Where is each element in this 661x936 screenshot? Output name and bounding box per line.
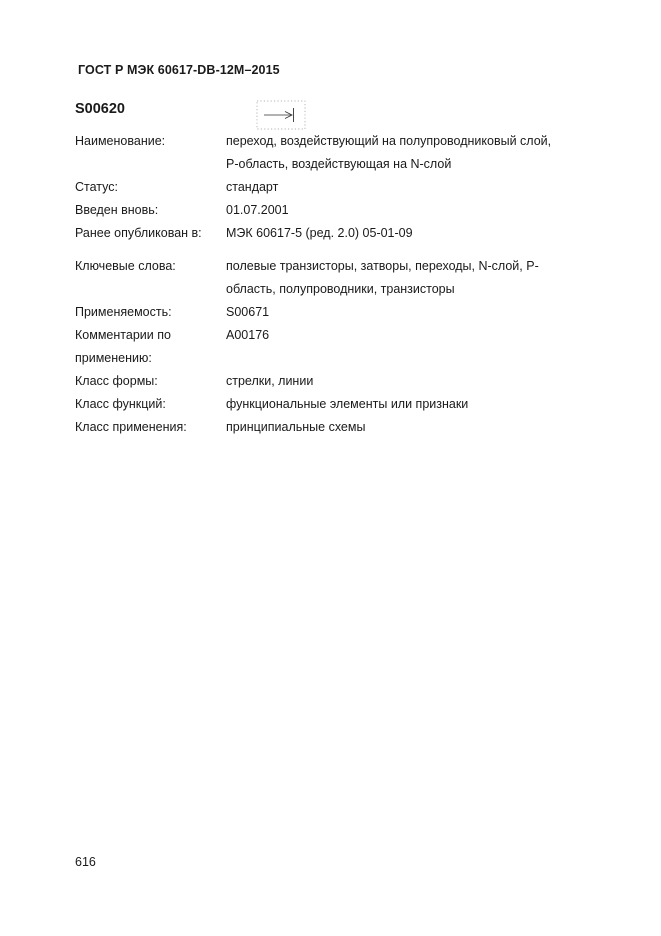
field-label-keywords: Ключевые слова:: [75, 259, 176, 273]
field-label-application-comments-line-2: применению:: [75, 351, 152, 365]
field-label-application-class: Класс применения:: [75, 420, 187, 434]
field-label-shape-class: Класс формы:: [75, 374, 158, 388]
field-label-application-comments-line-1: Комментарии по: [75, 328, 171, 342]
field-value-status: стандарт: [226, 180, 279, 194]
field-value-applicability: S00671: [226, 305, 270, 319]
field-value-application-comments: A00176: [226, 328, 270, 342]
field-label-function-class: Класс функций:: [75, 397, 166, 411]
field-value-introduced: 01.07.2001: [226, 203, 289, 217]
pn-junction-arrow-symbol-icon: [256, 100, 306, 130]
field-value-shape-class: стрелки, линии: [226, 374, 314, 388]
field-value-name-line-1: переход, воздействующий на полупроводниковый слой,: [226, 134, 552, 148]
document-header: ГОСТ Р МЭК 60617-DB-12M–2015: [78, 63, 280, 77]
field-value-function-class: функциональные элементы или признаки: [226, 397, 469, 411]
field-label-previously-published: Ранее опубликован в:: [75, 226, 202, 240]
page-number: 616: [75, 855, 96, 869]
field-label-status: Статус:: [75, 180, 118, 194]
symbol-code: S00620: [75, 101, 125, 117]
field-value-application-class: принципиальные схемы: [226, 420, 366, 434]
field-value-keywords-line-1: полевые транзисторы, затворы, переходы, N-слой, Р-: [226, 259, 539, 273]
field-label-name: Наименование:: [75, 134, 166, 148]
field-label-introduced: Введен вновь:: [75, 203, 159, 217]
field-value-name-line-2: Р-область, воздействующая на N-слой: [226, 157, 452, 171]
field-value-keywords-line-2: область, полупроводники, транзисторы: [226, 282, 455, 296]
field-value-previously-published: МЭК 60617-5 (ред. 2.0) 05-01-09: [226, 226, 413, 240]
field-label-applicability: Применяемость:: [75, 305, 172, 319]
